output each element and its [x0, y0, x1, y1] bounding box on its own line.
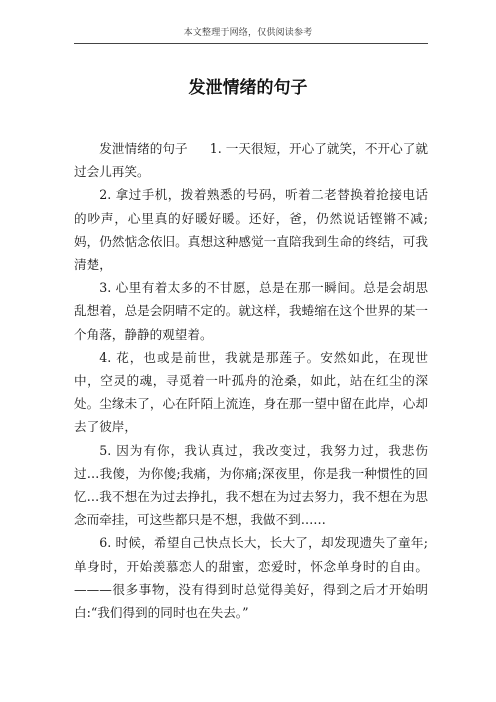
paragraph-5: 5. 因为有你，我认真过，我改变过，我努力过，我悲伤过…我傻，为你傻;我痛，为你痛;深夜里，你是我一种惯性的回忆…我不想在为过去挣扎，我不想在为过去努力，我不想在为思念而牵挂，可这些都只是不想，我做不到……	[74, 442, 428, 528]
page-title: 发泄情绪的句子	[188, 78, 308, 98]
header-divider	[74, 43, 428, 44]
paragraph-1	[74, 137, 428, 183]
header-note: 本文整理于网络，仅供阅读参考	[183, 28, 313, 38]
intro-label: 发泄情绪的句子	[99, 141, 188, 156]
paragraph-2: 2. 拿过手机，拨着熟悉的号码，听着二老替换着抢接电话的吵声，心里真的好暖好暖。还好，爸，仍然说话铿锵不减;妈，仍然惦念依旧。真想这种感觉一直陪我到生命的终结，可我清楚，	[74, 187, 428, 273]
paragraph-6: 6. 时候，希望自己快点长大，长大了，却发现遗失了童年;单身时，开始羡慕恋人的甜蜜，恋爱时，怀念单身时的自由。———很多事物，没有得到时总觉得美好，得到之后才开始明白:“我们得到的同时也在失去。”	[74, 535, 428, 621]
paragraph-3: 3. 心里有着太多的不甘愿，总是在那一瞬间。总是会胡思乱想着，总是会阴晴不定的。就这样，我蜷缩在这个世界的某一个角落，静静的观望着。	[74, 280, 428, 342]
paragraph-4: 4. 花，也或是前世，我就是那莲子。安然如此，在现世中，空灵的魂，寻觅着一叶孤舟的沧桑，如此，站在红尘的深处。尘缘未了，心在阡陌上流连，身在那一望中留在此岸，心却去了彼岸，	[74, 349, 428, 435]
document-body	[74, 137, 428, 624]
paragraph-1-text: 1. 一天很短，开心了就笑，不开心了就过会儿再笑。	[74, 141, 428, 180]
